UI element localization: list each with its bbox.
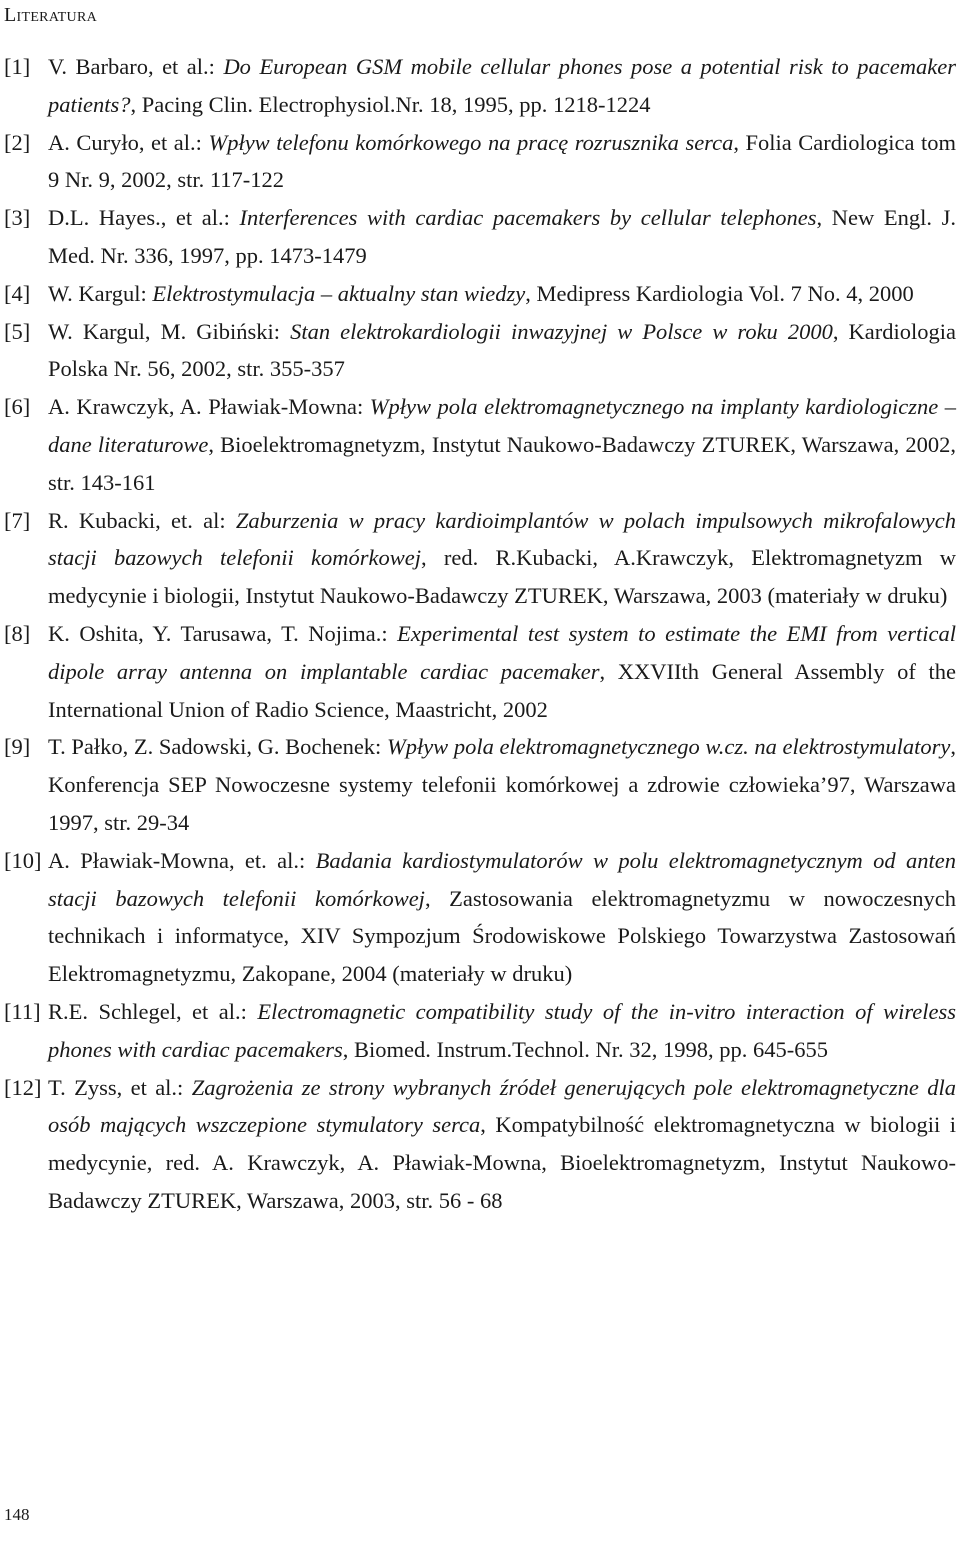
- reference-item: [4, 124, 956, 200]
- reference-title: Electromagnetic compatibility study of the in-vitro interaction of wireless phones with cardiac pacemakers: [48, 998, 956, 1062]
- reference-number: [10]: [4, 847, 42, 873]
- reference-source: , Biomed. Instrum.Technol. Nr. 32, 1998, pp. 645-655: [342, 1036, 828, 1062]
- reference-number: [12]: [4, 1074, 42, 1100]
- reference-authors: R. Kubacki, et. al:: [48, 507, 236, 533]
- reference-title: Wpływ pola elektromagnetycznego na implanty kardiologiczne – dane literaturowe: [48, 394, 956, 457]
- reference-authors: T. Pałko, Z. Sadowski, G. Bochenek:: [48, 734, 387, 760]
- reference-authors: R.E. Schlegel, et al.:: [48, 998, 258, 1024]
- reference-number: [3]: [4, 205, 31, 231]
- reference-source: , Kardiologia Polska Nr. 56, 2002, str. 355-357: [48, 318, 957, 382]
- reference-authors: T. Zyss, et al.:: [48, 1074, 192, 1100]
- reference-title: Wpływ pola elektromagnetycznego w.cz. na elektrostymulatory: [386, 734, 951, 760]
- reference-number: [4]: [4, 280, 31, 306]
- reference-item: [4, 993, 956, 1069]
- reference-authors: V. Barbaro, et al.:: [48, 54, 224, 79]
- reference-source: , Folia Cardiologica tom 9 Nr. 9, 2002, str. 117-122: [48, 129, 957, 193]
- reference-authors: D.L. Hayes., et al.:: [48, 205, 240, 231]
- reference-item: [4, 502, 956, 615]
- reference-title: Zaburzenia w pracy kardioimplantów w polach impulsowych mikrofalowych stacji bazowych telefonii komórkowej: [48, 507, 956, 571]
- reference-authors: A. Curyło, et al.:: [48, 129, 209, 155]
- reference-title: Interferences with cardiac pacemakers by cellular telephones: [239, 205, 817, 231]
- reference-item: [4, 1069, 956, 1220]
- reference-number: [8]: [4, 620, 31, 646]
- reference-item: [4, 275, 956, 313]
- reference-item: [4, 313, 956, 389]
- reference-item: [4, 615, 956, 728]
- reference-number: [6]: [4, 394, 31, 420]
- reference-source: , Bioelektromagnetyzm, Instytut Naukowo-Badawczy ZTUREK, Warszawa, 2002, str. 143-161: [48, 431, 956, 495]
- reference-number: [5]: [4, 318, 31, 344]
- reference-source: , Pacing Clin. Electrophysiol.Nr. 18, 1995, pp. 1218-1224: [130, 91, 651, 117]
- reference-title: Zagrożenia ze strony wybranych źródeł generujących pole elektromagnetyczne dla osób mających wszczepione stymulatory serca: [48, 1074, 957, 1138]
- reference-item: [4, 48, 956, 124]
- reference-number: [7]: [4, 507, 31, 533]
- reference-item: [4, 199, 956, 275]
- reference-authors: A. Pławiak-Mowna, et. al.:: [48, 847, 316, 873]
- reference-source: , Zastosowania elektromagnetyzmu w nowoczesnych technikach i informatyce, XIV Sympozjum Środowiskowe Polskiego Towarzystwa Zastosowań Elektromagnetyzmu, Zakopane, 2004 (materiały w druku): [48, 885, 956, 987]
- reference-list: [4, 48, 956, 1220]
- reference-title: Elektrostymulacja – aktualny stan wiedzy: [152, 280, 526, 306]
- reference-number: [1]: [4, 54, 31, 79]
- reference-item: [4, 842, 956, 993]
- reference-title: Do European GSM mobile cellular phones pose a potential risk to pacemaker patients?: [48, 54, 957, 117]
- reference-authors: W. Kargul:: [48, 280, 153, 306]
- reference-authors: W. Kargul, M. Gibiński:: [48, 318, 291, 344]
- reference-source: , Medipress Kardiologia Vol. 7 No. 4, 2000: [525, 280, 914, 306]
- reference-authors: K. Oshita, Y. Tarusawa, T. Nojima.:: [48, 620, 398, 646]
- reference-source: , Konferencja SEP Nowoczesne systemy telefonii komórkowej a zdrowie człowieka’97, Warszawa 1997, str. 29-34: [48, 734, 957, 835]
- reference-source: , red. R.Kubacki, A.Krawczyk, Elektromagnetyzm w medycynie i biologii, Instytut Naukowo-Badawczy ZTUREK, Warszawa, 2003 (materiały w druku): [48, 545, 956, 609]
- reference-source: , XXVIIth General Assembly of the International Union of Radio Science, Maastricht, 2002: [48, 658, 956, 722]
- reference-source: , New Engl. J. Med. Nr. 336, 1997, pp. 1473-1479: [48, 205, 956, 268]
- reference-source: , Kompatybilność elektromagnetyczna w biologii i medycynie, red. A. Krawczyk, A. Pławiak-Mowna, Bioelektromagnetyzm, Instytut Naukowo-Badawczy ZTUREK, Warszawa, 2003, str. 56 - 68: [48, 1112, 956, 1213]
- section-heading: Literatura: [4, 4, 97, 26]
- page-number: 148: [4, 1505, 30, 1524]
- reference-item: [4, 728, 956, 841]
- reference-title: Stan elektrokardiologii inwazyjnej w Polsce w roku 2000: [290, 318, 833, 344]
- reference-number: [2]: [4, 129, 31, 155]
- reference-number: [9]: [4, 734, 31, 760]
- reference-item: [4, 388, 956, 501]
- reference-title: Badania kardiostymulatorów w polu elektromagnetycznym od anten stacji bazowych telefonii komórkowej: [48, 847, 956, 911]
- reference-number: [11]: [4, 998, 41, 1024]
- reference-authors: A. Krawczyk, A. Pławiak-Mowna:: [48, 394, 370, 420]
- reference-title: Wpływ telefonu komórkowego na pracę rozrusznika serca: [208, 129, 734, 155]
- reference-title: Experimental test system to estimate the EMI from vertical dipole array antenna on implantable cardiac pacemaker: [48, 620, 956, 684]
